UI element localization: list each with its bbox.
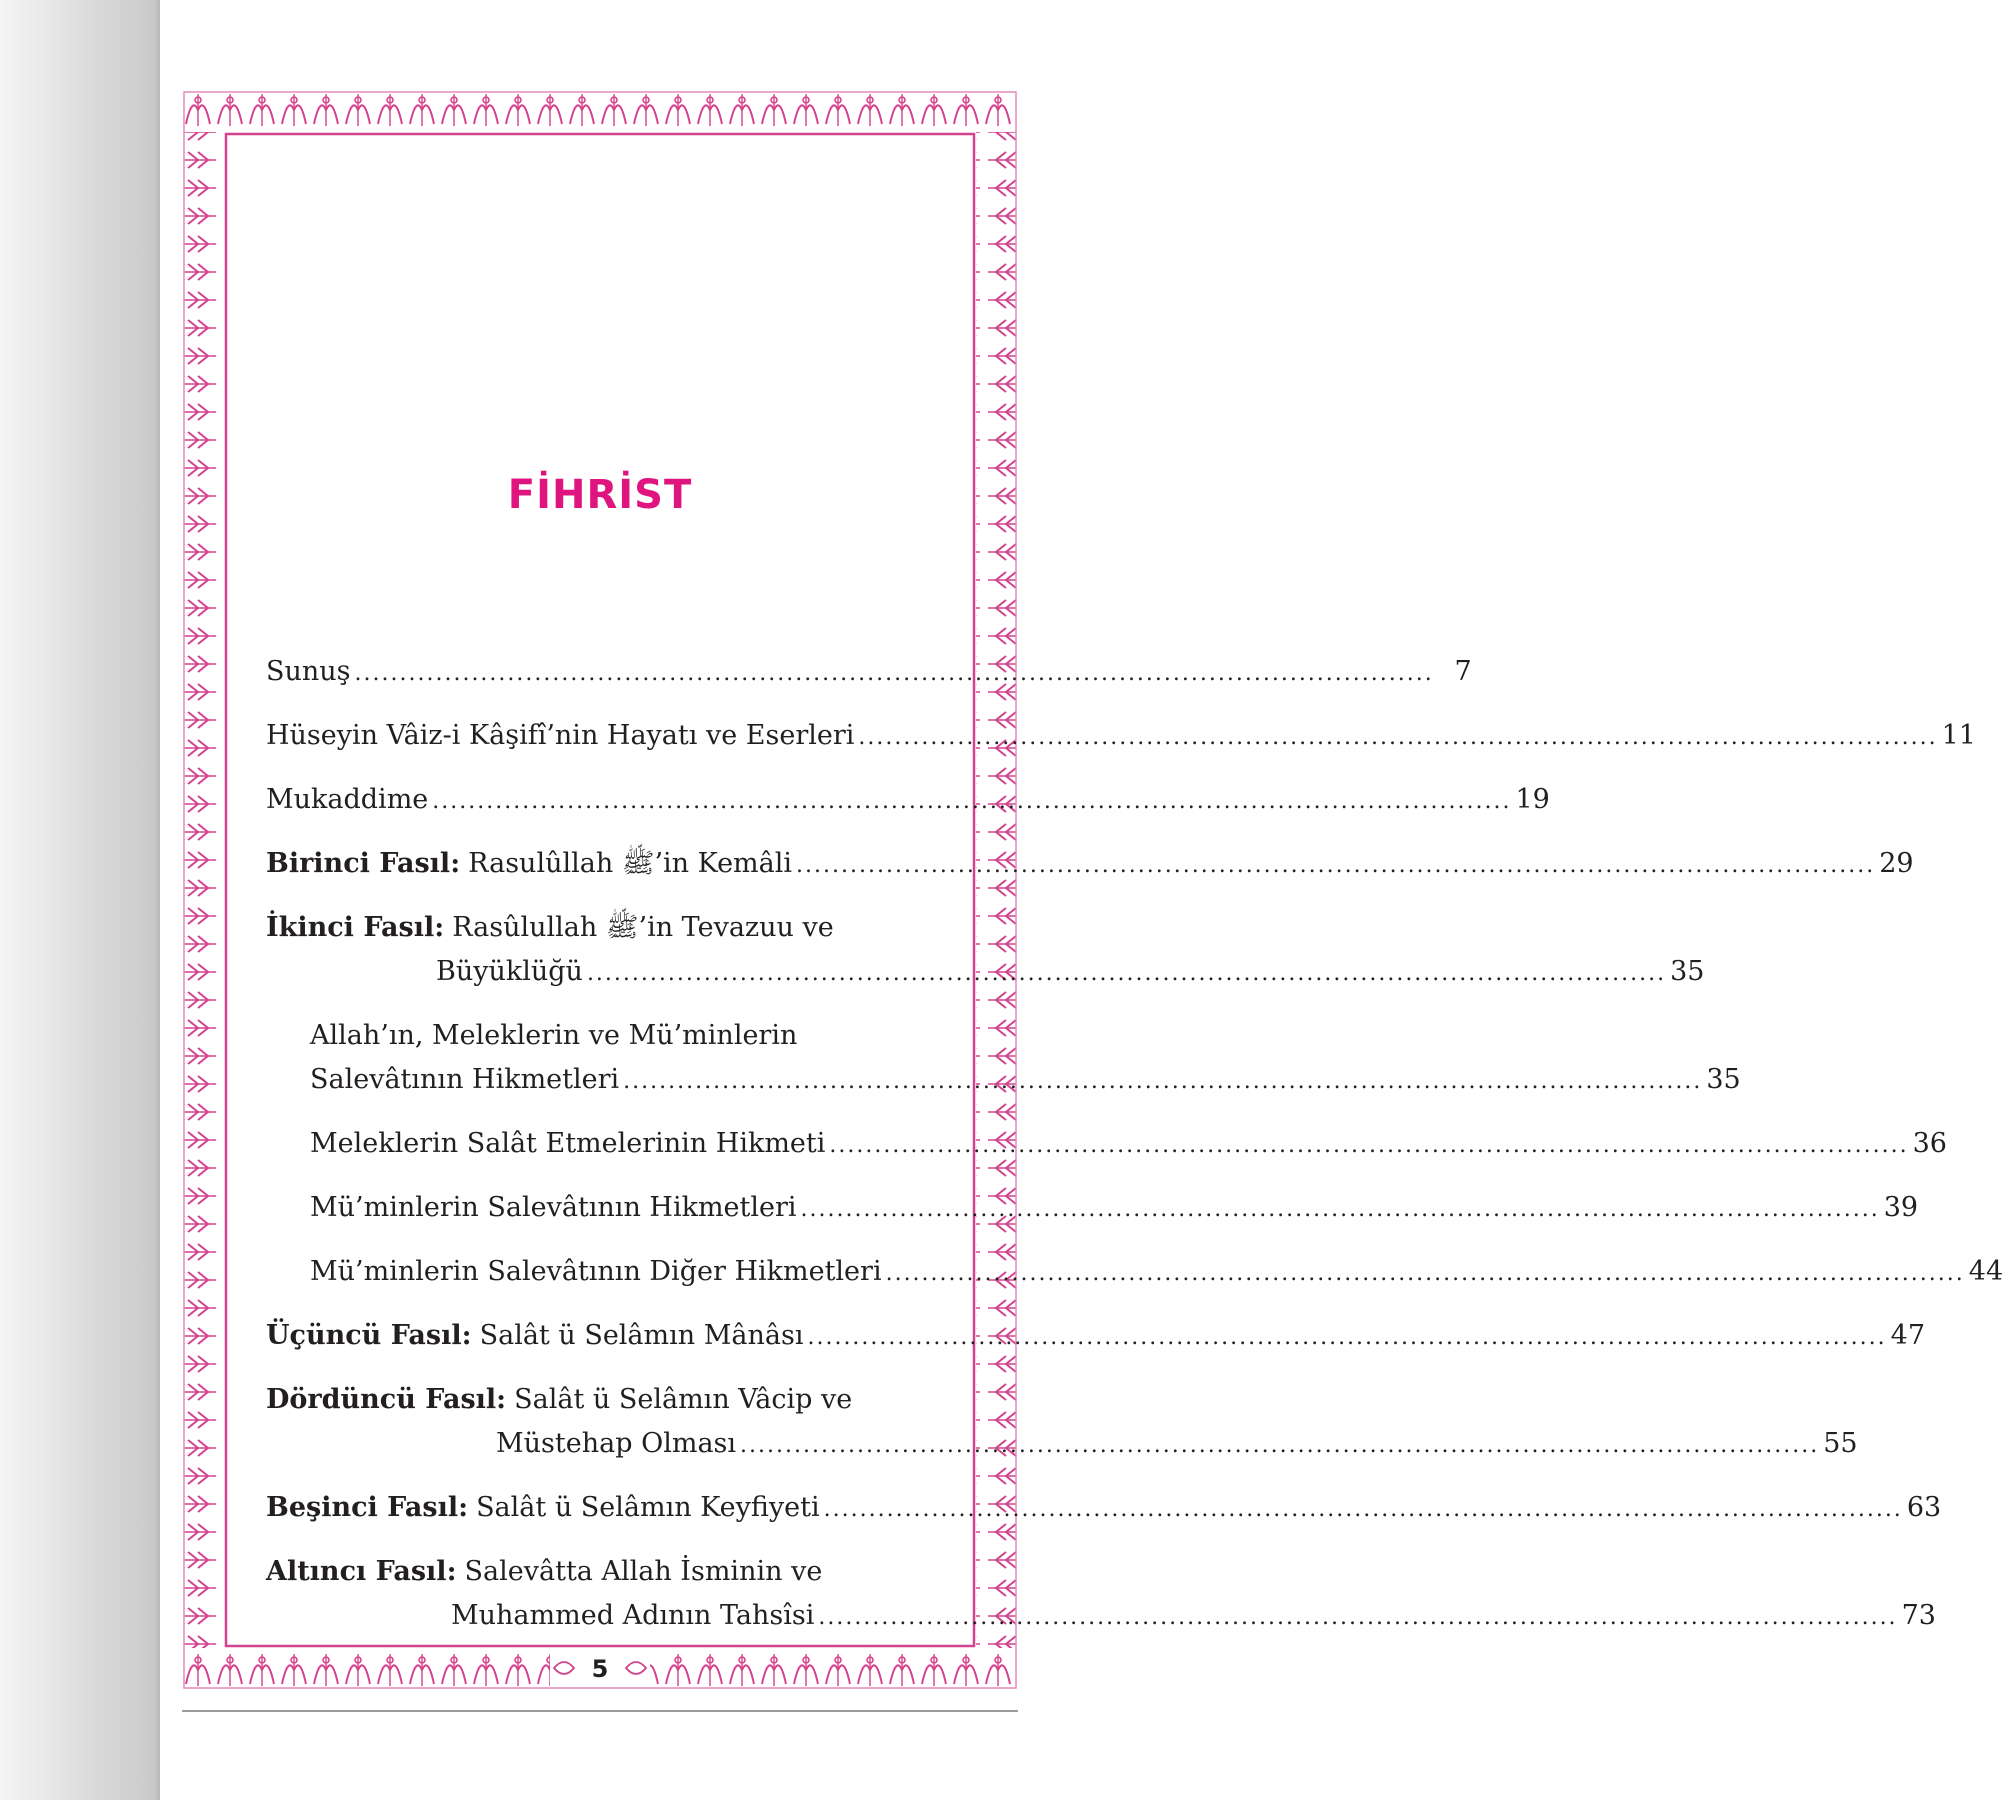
toc-page-number: 73 — [1901, 1600, 1936, 1631]
toc-entry-title: Rasûlullah ﷺ’in Tevazuu ve — [452, 912, 834, 943]
toc-entry-title: Mü’minlerin Salevâtının Diğer Hikmetleri — [310, 1256, 882, 1287]
leader-dots: ........................................................................................................................ — [354, 661, 1434, 686]
table-of-contents — [266, 650, 2003, 1640]
toc-entry-title: Salât ü Selâmın Mânâsı — [479, 1320, 804, 1351]
toc-subentry[interactable] — [266, 1250, 2003, 1296]
toc-page-number: 39 — [1883, 1192, 1919, 1223]
toc-entry[interactable] — [266, 1314, 1926, 1360]
toc-page-number: 35 — [1670, 956, 1705, 987]
leader-dots: ........................................................................................................................ — [823, 1497, 1903, 1522]
toc-subentry[interactable] — [266, 1186, 1919, 1232]
toc-entry-title: Hüseyin Vâiz-i Kâşifî’nin Hayatı ve Eserleri — [266, 720, 855, 751]
toc-chapter-label: Beşinci Fasıl: — [266, 1492, 469, 1523]
toc-entry-title: Salât ü Selâmın Keyfiyeti — [476, 1492, 820, 1523]
page-title: FİHRİST — [507, 472, 693, 518]
leader-dots: ........................................................................................................................ — [829, 1133, 1909, 1158]
toc-entry-title: Meleklerin Salât Etmelerinin Hikmeti — [310, 1128, 826, 1159]
toc-entry[interactable] — [266, 778, 1550, 824]
toc-page-number: 55 — [1823, 1428, 1858, 1459]
leader-dots: ........................................................................................................................ — [858, 725, 1938, 750]
page-gutter-shadow — [0, 0, 160, 1800]
leader-dots: ........................................................................................................................ — [740, 1433, 1820, 1458]
leader-dots: ........................................................................................................................ — [800, 1197, 1880, 1222]
leader-dots: ........................................................................................................................ — [796, 853, 1876, 878]
toc-page-number: 35 — [1706, 1064, 1741, 1095]
toc-entry-title: Salevâtta Allah İsminin ve — [464, 1556, 823, 1587]
toc-entry[interactable] — [266, 906, 1705, 996]
leader-dots: ........................................................................................................................ — [432, 789, 1512, 814]
toc-entry[interactable] — [266, 650, 1472, 696]
leader-dots: ........................................................................................................................ — [885, 1261, 1965, 1286]
toc-page-number: 36 — [1912, 1128, 1947, 1159]
toc-entry[interactable] — [266, 1378, 1858, 1468]
page-number: 5 — [591, 1655, 609, 1683]
toc-entry[interactable] — [266, 1550, 1936, 1640]
toc-entry-title-continued: Müstehap Olması — [496, 1428, 737, 1459]
toc-entry-title: Allah’ın, Meleklerin ve Mü’minlerin — [310, 1020, 798, 1051]
toc-page-number: 44 — [1968, 1256, 2003, 1287]
toc-entry[interactable] — [266, 1486, 1942, 1532]
toc-entry-title: Rasulûllah ﷺ’in Kemâli — [468, 848, 793, 879]
leader-dots: ........................................................................................................................ — [807, 1325, 1887, 1350]
toc-page-number: 19 — [1515, 784, 1550, 815]
leader-dots: ........................................................................................................................ — [586, 961, 1667, 986]
toc-entry-title: Sunuş — [266, 656, 351, 687]
toc-chapter-label: Birinci Fasıl: — [266, 848, 461, 879]
toc-page-number: 47 — [1890, 1320, 1926, 1351]
toc-page-number: 7 — [1454, 656, 1472, 687]
leader-dots: ........................................................................................................................ — [818, 1605, 1898, 1630]
toc-chapter-label: Altıncı Fasıl: — [266, 1556, 457, 1587]
toc-page-number: 63 — [1906, 1492, 1942, 1523]
toc-entry-title-continued: Muhammed Adının Tahsîsi — [451, 1600, 815, 1631]
toc-entry-title-continued: Salevâtının Hikmetleri — [310, 1064, 620, 1095]
toc-subentry[interactable] — [266, 1014, 1741, 1104]
toc-entry-title: Salât ü Selâmın Vâcip ve — [514, 1384, 853, 1415]
toc-page-number: 11 — [1941, 720, 1976, 751]
toc-subentry[interactable] — [266, 1122, 1947, 1168]
toc-chapter-label: Üçüncü Fasıl: — [266, 1320, 472, 1351]
toc-entry-title-continued: Büyüklüğü — [436, 956, 583, 987]
bottom-rule — [182, 1710, 1018, 1712]
toc-chapter-label: Dördüncü Fasıl: — [266, 1384, 507, 1415]
leader-dots: ........................................................................................................................ — [623, 1069, 1703, 1094]
toc-entry-title: Mü’minlerin Salevâtının Hikmetleri — [310, 1192, 797, 1223]
toc-page-number: 29 — [1879, 848, 1914, 879]
toc-entry[interactable] — [266, 714, 1976, 760]
toc-entry[interactable] — [266, 842, 1914, 888]
toc-chapter-label: İkinci Fasıl: — [266, 912, 445, 943]
toc-entry-title: Mukaddime — [266, 784, 429, 815]
